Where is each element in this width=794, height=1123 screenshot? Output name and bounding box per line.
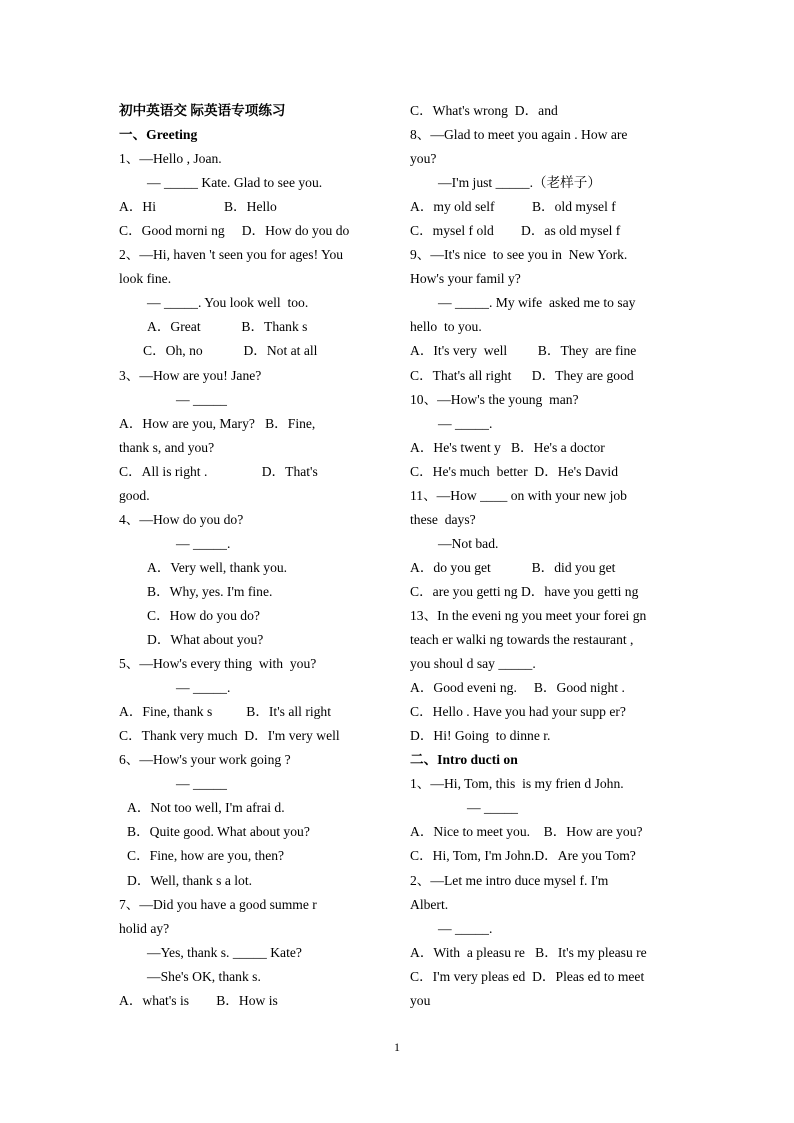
left-column-line: 7、—Did you have a good summe r [119, 896, 317, 912]
right-column-line: hello to you. [410, 319, 482, 335]
left-column-line: 3、—How are you! Jane? [119, 367, 262, 383]
right-column-line: you [410, 992, 431, 1008]
right-column-line: C．mysel f old D．as old mysel f [410, 223, 621, 239]
right-column-line: C．I'm very pleas ed D．Pleas ed to meet [410, 968, 645, 984]
right-column-line: C．What's wrong D．and [410, 103, 558, 118]
left-column-line: C．How do you do? [147, 607, 260, 623]
right-column-line: A．It's very well B．They are fine [410, 343, 637, 359]
right-column-line: 9、—It's nice to see you in New York. [410, 247, 628, 263]
right-column-line: A．my old self B．old mysel f [410, 199, 616, 215]
left-column-line: — _____. [176, 535, 231, 551]
right-column-line: teach er walki ng towards the restaurant , [410, 632, 634, 648]
left-column-line: — _____. [176, 680, 231, 696]
left-column-line: — _____ [176, 391, 227, 407]
right-column-line: D．Hi! Going to dinne r. [410, 728, 551, 744]
right-column-line: 1、—Hi, Tom, this is my frien d John. [410, 776, 624, 792]
right-column-line: — _____. [438, 415, 493, 431]
left-column-line: A．Hi B．Hello [119, 199, 277, 215]
left-column-line: D．What about you? [147, 632, 264, 648]
right-column-line: 10、—How's the young man? [410, 391, 579, 407]
right-column-line: C．He's much better D．He's David [410, 463, 619, 479]
right-column-line: A．do you get B．did you get [410, 559, 616, 575]
right-column-line: — _____. My wife asked me to say [438, 295, 636, 311]
right-column-line: — _____. [438, 920, 493, 936]
right-column-line: How's your famil y? [410, 271, 521, 287]
right-column-line: A．Nice to meet you. B．How are you? [410, 824, 643, 840]
right-column-line: C．Hello . Have you had your supp er? [410, 704, 626, 720]
left-column-line: A．what's is B．How is [119, 992, 278, 1008]
left-column-line: C．Thank very much D．I'm very well [119, 728, 340, 744]
left-column-line: — _____. You look well too. [147, 295, 309, 311]
left-column-line: C．Fine, how are you, then? [127, 848, 285, 864]
right-column-line: 8、—Glad to meet you again . How are [410, 127, 628, 143]
left-column-line: C．Oh, no D．Not at all [143, 343, 318, 359]
left-column-line: 一、Greeting [119, 127, 198, 143]
left-column-line: 初中英语交 际英语专项练习 [119, 103, 286, 118]
right-column-line: —Not bad. [438, 535, 499, 551]
right-column-line: C．Hi, Tom, I'm John.D．Are you Tom? [410, 848, 636, 864]
left-column-line: B．Quite good. What about you? [127, 824, 310, 840]
right-column-line: 13、In the eveni ng you meet your forei gn [410, 607, 647, 623]
left-column-line: — _____ Kate. Glad to see you. [147, 175, 323, 191]
left-column-line: C．All is right . D．That's [119, 463, 318, 479]
right-column-line: — _____ [467, 800, 518, 816]
left-column-line: —Yes, thank s. _____ Kate? [147, 944, 302, 960]
right-column-line: A．With a pleasu re B．It's my pleasu re [410, 944, 647, 960]
right-column-line: A．He's twent y B．He's a doctor [410, 439, 605, 455]
left-column-line: C．Good morni ng D．How do you do [119, 223, 350, 239]
left-column-line: — _____ [176, 776, 227, 792]
left-column-line: A．Very well, thank you. [147, 559, 288, 575]
right-column-line: —I'm just _____.（老样子） [438, 175, 601, 191]
page-number: 1 [394, 1040, 400, 1054]
left-column [119, 99, 389, 1013]
left-column-line: D．Well, thank s a lot. [127, 872, 253, 888]
left-column-line: thank s, and you? [119, 439, 215, 455]
left-column-line: 4、—How do you do? [119, 511, 244, 527]
right-column-line: 11、—How ____ on with your new job [410, 487, 627, 503]
right-column-line: you? [410, 151, 437, 167]
left-column-line: 6、—How's your work going ? [119, 752, 291, 768]
left-column-line: —She's OK, thank s. [147, 968, 261, 984]
left-column-line: look fine. [119, 271, 172, 287]
right-column-line: 二、Intro ducti on [410, 752, 518, 768]
left-column-line: A．Fine, thank s B．It's all right [119, 704, 332, 720]
left-column-line: A．How are you, Mary? B．Fine, [119, 415, 316, 431]
left-column-line: B．Why, yes. I'm fine. [147, 583, 273, 599]
right-column-line: C．are you getti ng D．have you getti ng [410, 583, 639, 599]
right-column-line: Albert. [410, 896, 449, 912]
right-column-line: A．Good eveni ng. B．Good night . [410, 680, 625, 696]
left-column-line: good. [119, 487, 150, 503]
left-column-line: A．Not too well, I'm afrai d. [127, 800, 285, 816]
right-column-line: C．That's all right D．They are good [410, 367, 634, 383]
left-column-line: holid ay? [119, 920, 170, 936]
right-column [410, 99, 685, 1013]
left-column-line: 5、—How's every thing with you? [119, 656, 317, 672]
right-column-line: you shoul d say _____. [410, 656, 536, 672]
left-column-line: 1、—Hello , Joan. [119, 151, 222, 167]
right-column-line: 2、—Let me intro duce mysel f. I'm [410, 872, 609, 888]
left-column-line: 2、—Hi, haven 't seen you for ages! You [119, 247, 344, 263]
right-column-line: these days? [410, 511, 476, 527]
left-column-line: A．Great B．Thank s [147, 319, 308, 335]
